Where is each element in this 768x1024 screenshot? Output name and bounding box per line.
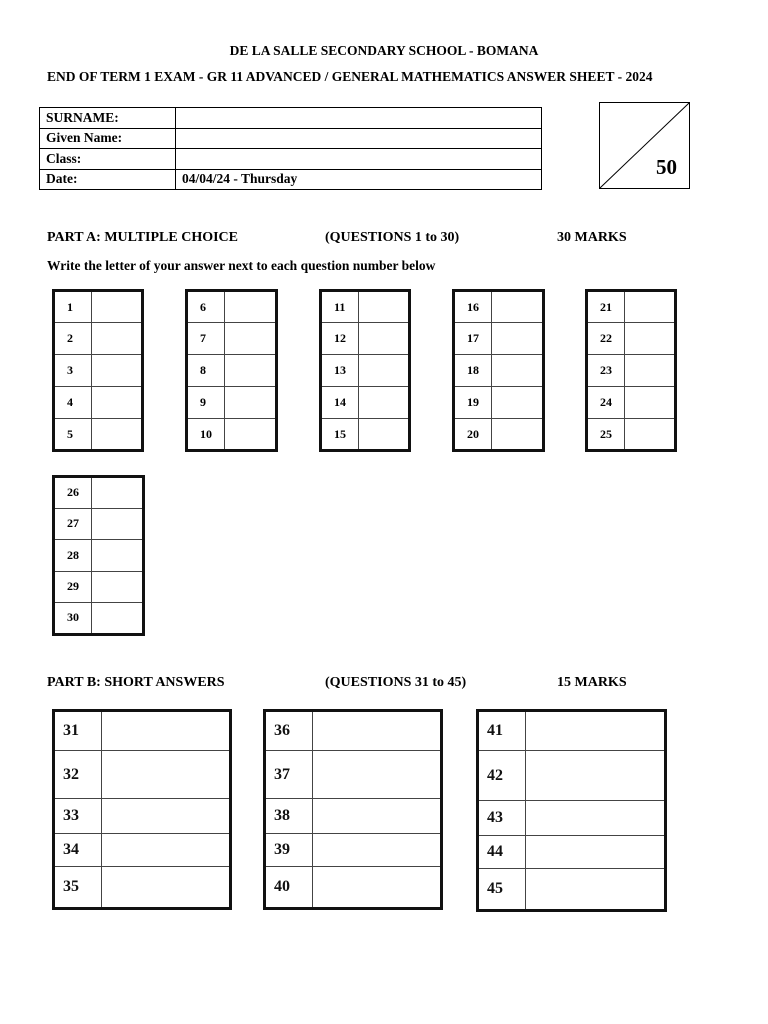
part-b-marks: 15 MARKS [557, 675, 627, 690]
score-box [599, 102, 690, 189]
table-row [454, 291, 544, 323]
question-number: 45 [478, 869, 526, 911]
question-number: 12 [321, 323, 359, 355]
table-row [478, 711, 666, 751]
question-number: 43 [478, 801, 526, 836]
question-number: 15 [321, 419, 359, 451]
part-a-title: PART A: MULTIPLE CHOICE [47, 230, 239, 245]
table-row [478, 801, 666, 836]
answer-cell[interactable] [359, 291, 410, 323]
table-row [54, 355, 143, 387]
table-row [54, 571, 144, 603]
table-row [587, 355, 676, 387]
answer-cell[interactable] [359, 419, 410, 451]
question-number: 14 [321, 387, 359, 419]
answer-cell[interactable] [313, 867, 442, 909]
table-row [454, 419, 544, 451]
table-row [265, 711, 442, 751]
part-a-questions: (QUESTIONS 1 to 30) [325, 230, 460, 245]
question-number: 31 [54, 711, 102, 751]
answer-cell[interactable] [102, 751, 231, 799]
table-row [54, 834, 231, 867]
table-row [54, 711, 231, 751]
table-row [265, 799, 442, 834]
answer-cell[interactable] [526, 869, 666, 911]
answer-cell[interactable] [92, 571, 144, 603]
answer-cell[interactable] [92, 603, 144, 635]
part_a-answer-grid [52, 289, 144, 452]
table-row [478, 751, 666, 801]
question-number: 23 [587, 355, 625, 387]
question-number: 35 [54, 867, 102, 909]
student-info-table [39, 107, 542, 190]
question-number: 16 [454, 291, 492, 323]
table-row [54, 323, 143, 355]
answer-cell[interactable] [102, 834, 231, 867]
answer-cell[interactable] [102, 799, 231, 834]
part_a-answer-grid [319, 289, 411, 452]
table-row [265, 867, 442, 909]
question-number: 33 [54, 799, 102, 834]
table-row [187, 323, 277, 355]
question-number: 17 [454, 323, 492, 355]
answer-cell[interactable] [526, 801, 666, 836]
table-row [265, 751, 442, 799]
part_b-answer-grid [263, 709, 443, 910]
answer-cell[interactable] [102, 711, 231, 751]
part-a-heading [0, 230, 768, 250]
question-number: 18 [454, 355, 492, 387]
question-number: 13 [321, 355, 359, 387]
answer-cell[interactable] [526, 751, 666, 801]
table-row [587, 291, 676, 323]
question-number: 22 [587, 323, 625, 355]
answer-cell[interactable] [92, 477, 144, 509]
question-number: 44 [478, 836, 526, 869]
question-number: 32 [54, 751, 102, 799]
answer-cell[interactable] [92, 419, 143, 451]
question-number: 6 [187, 291, 225, 323]
answer-cell[interactable] [526, 836, 666, 869]
table-row [587, 419, 676, 451]
table-row [587, 323, 676, 355]
table-row [321, 355, 410, 387]
question-number: 28 [54, 540, 92, 572]
part_a-answer-grid [185, 289, 278, 452]
question-number: 4 [54, 387, 92, 419]
table-row [321, 291, 410, 323]
date-label: Date: [40, 169, 176, 190]
part-b-questions: (QUESTIONS 31 to 45) [325, 675, 467, 690]
question-number: 39 [265, 834, 313, 867]
exam-title: END OF TERM 1 EXAM - GR 11 ADVANCED / GENERAL MATHEMATICS ANSWER SHEET - 2024 [47, 69, 653, 84]
table-row [54, 751, 231, 799]
answer-cell[interactable] [359, 355, 410, 387]
given-name-label: Given Name: [40, 128, 176, 149]
question-number: 1 [54, 291, 92, 323]
answer-cell[interactable] [526, 711, 666, 751]
answer-cell[interactable] [492, 419, 544, 451]
table-row [478, 869, 666, 911]
question-number: 2 [54, 323, 92, 355]
table-row [54, 419, 143, 451]
question-number: 20 [454, 419, 492, 451]
answer-cell[interactable] [625, 355, 676, 387]
answer-cell[interactable] [625, 419, 676, 451]
question-number: 42 [478, 751, 526, 801]
answer-cell[interactable] [92, 387, 143, 419]
table-row [187, 355, 277, 387]
answer-cell[interactable] [313, 799, 442, 834]
table-row [454, 323, 544, 355]
date-value: 04/04/24 - Thursday [176, 169, 542, 190]
question-number: 8 [187, 355, 225, 387]
answer-cell[interactable] [492, 387, 544, 419]
table-row [587, 387, 676, 419]
answer-cell[interactable] [225, 419, 277, 451]
table-row [54, 603, 144, 635]
surname-field[interactable] [176, 108, 542, 129]
question-number: 27 [54, 508, 92, 540]
answer-cell[interactable] [313, 834, 442, 867]
question-number: 11 [321, 291, 359, 323]
answer-cell[interactable] [492, 355, 544, 387]
part-a-marks: 30 MARKS [557, 230, 627, 245]
question-number: 41 [478, 711, 526, 751]
question-number: 5 [54, 419, 92, 451]
answer-cell[interactable] [92, 540, 144, 572]
table-row [54, 477, 144, 509]
table-row [54, 540, 144, 572]
table-row [265, 834, 442, 867]
question-number: 29 [54, 571, 92, 603]
table-row [54, 799, 231, 834]
surname-label: SURNAME: [40, 108, 176, 129]
class-label: Class: [40, 149, 176, 170]
answer-cell[interactable] [492, 323, 544, 355]
question-number: 19 [454, 387, 492, 419]
table-row [321, 387, 410, 419]
question-number: 30 [54, 603, 92, 635]
answer-cell[interactable] [359, 387, 410, 419]
question-number: 24 [587, 387, 625, 419]
part_b-answer-grid [52, 709, 232, 910]
answer-cell[interactable] [225, 387, 277, 419]
question-number: 38 [265, 799, 313, 834]
question-number: 37 [265, 751, 313, 799]
class-field[interactable] [176, 149, 542, 170]
question-number: 21 [587, 291, 625, 323]
school-name: DE LA SALLE SECONDARY SCHOOL - BOMANA [229, 43, 539, 58]
answer-cell[interactable] [492, 291, 544, 323]
answer-cell[interactable] [625, 387, 676, 419]
table-row [187, 419, 277, 451]
score-total: 50 [656, 155, 677, 179]
question-number: 9 [187, 387, 225, 419]
table-row [187, 387, 277, 419]
answer-cell[interactable] [92, 323, 143, 355]
part-b-title: PART B: SHORT ANSWERS [47, 675, 225, 690]
question-number: 10 [187, 419, 225, 451]
answer-cell[interactable] [92, 508, 144, 540]
part_a-answer-grid [52, 475, 145, 636]
question-number: 3 [54, 355, 92, 387]
answer-cell[interactable] [225, 355, 277, 387]
answer-cell[interactable] [359, 323, 410, 355]
table-row [478, 836, 666, 869]
given-name-field[interactable] [176, 128, 542, 149]
question-number: 26 [54, 477, 92, 509]
part-b-heading [0, 675, 768, 695]
table-row [454, 355, 544, 387]
answer-cell[interactable] [625, 323, 676, 355]
answer-cell[interactable] [625, 291, 676, 323]
part_a-answer-grid [452, 289, 545, 452]
table-row [187, 291, 277, 323]
question-number: 34 [54, 834, 102, 867]
table-row [454, 387, 544, 419]
part-a-instruction: Write the letter of your answer next to each question number below [47, 258, 436, 273]
part_b-answer-grid [476, 709, 667, 912]
answer-cell[interactable] [92, 355, 143, 387]
question-number: 25 [587, 419, 625, 451]
question-number: 36 [265, 711, 313, 751]
part_a-answer-grid [585, 289, 677, 452]
question-number: 40 [265, 867, 313, 909]
question-number: 7 [187, 323, 225, 355]
table-row [54, 387, 143, 419]
table-row [54, 291, 143, 323]
table-row [321, 323, 410, 355]
answer-cell[interactable] [225, 291, 277, 323]
answer-cell[interactable] [225, 323, 277, 355]
answer-cell[interactable] [313, 751, 442, 799]
answer-cell[interactable] [313, 711, 442, 751]
answer-cell[interactable] [92, 291, 143, 323]
table-row [321, 419, 410, 451]
table-row [54, 867, 231, 909]
answer-cell[interactable] [102, 867, 231, 909]
table-row [54, 508, 144, 540]
